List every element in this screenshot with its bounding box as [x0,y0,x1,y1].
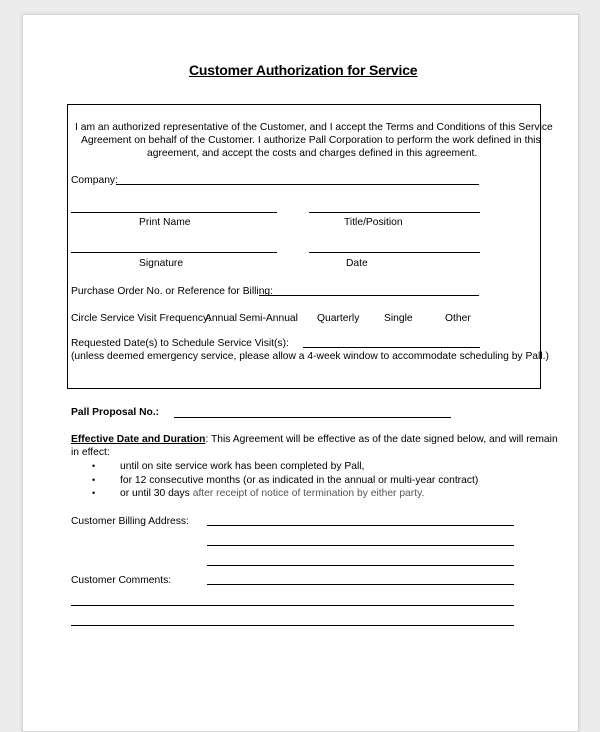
signature-label: Signature [139,258,184,269]
purchase-order-field-line[interactable] [259,295,479,296]
billing-address-line-1[interactable] [207,525,514,526]
effective-bullet-3-main: or until 30 days [120,488,190,499]
document-page [22,14,579,732]
effective-bullet-3-suffix: after receipt of notice of termination by either party. [192,488,425,499]
comments-line-3[interactable] [71,625,514,626]
purchase-order-label: Purchase Order No. or Reference for Billing: [71,286,274,297]
comments-line-1[interactable] [207,584,514,585]
title-position-label: Title/Position [344,217,403,228]
bullet-dot-icon: • [92,475,96,485]
comments-label: Customer Comments: [71,575,172,586]
bullet-dot-icon: • [92,488,96,498]
intro-line-2: Agreement on behalf of the Customer. I authorize Pall Corporation to perform the work defined in this [81,135,541,146]
proposal-field-line[interactable] [174,417,451,418]
bullet-dot-icon: • [92,461,96,471]
intro-line-3: agreement, and accept the costs and charges defined in this agreement. [147,148,478,159]
date-label: Date [346,258,368,269]
company-label: Company: [71,175,118,186]
frequency-option-semi-annual[interactable]: Semi-Annual [239,313,298,324]
print-name-label: Print Name [139,217,191,228]
effective-heading: Effective Date and Duration [71,434,206,445]
effective-bullet-2: for 12 consecutive months (or as indicated in the annual or multi-year contract) [120,475,479,486]
billing-address-line-3[interactable] [207,565,514,566]
frequency-option-quarterly[interactable]: Quarterly [317,313,360,324]
frequency-label: Circle Service Visit Frequency: [71,313,212,324]
billing-address-label: Customer Billing Address: [71,516,189,527]
effective-paragraph-line-2: in effect: [71,447,110,458]
comments-line-2[interactable] [71,605,514,606]
frequency-option-single[interactable]: Single [384,313,413,324]
effective-bullet-3 [120,487,424,500]
effective-paragraph-line-1 [71,433,558,446]
document-title: Customer Authorization for Service [189,62,418,78]
requested-dates-field-line[interactable] [303,347,480,348]
frequency-option-other[interactable]: Other [445,313,471,324]
intro-line-1: I am an authorized representative of the Customer, and I accept the Terms and Conditions of this Service [75,122,553,133]
signature-field-line[interactable] [71,252,277,253]
effective-bullet-1: until on site service work has been completed by Pall, [120,461,365,472]
requested-dates-label: Requested Date(s) to Schedule Service Visit(s): [71,338,289,349]
print-name-field-line[interactable] [71,212,277,213]
proposal-label: Pall Proposal No.: [71,407,160,418]
billing-address-line-2[interactable] [207,545,514,546]
title-position-field-line[interactable] [309,212,480,213]
company-field-line[interactable] [116,184,479,185]
date-field-line[interactable] [309,252,480,253]
requested-dates-note: (unless deemed emergency service, please allow a 4-week window to accommodate scheduling by Pall.) [71,351,549,362]
frequency-option-annual[interactable]: Annual [205,313,238,324]
effective-text: : This Agreement will be effective as of the date signed below, and will remain [205,434,558,445]
